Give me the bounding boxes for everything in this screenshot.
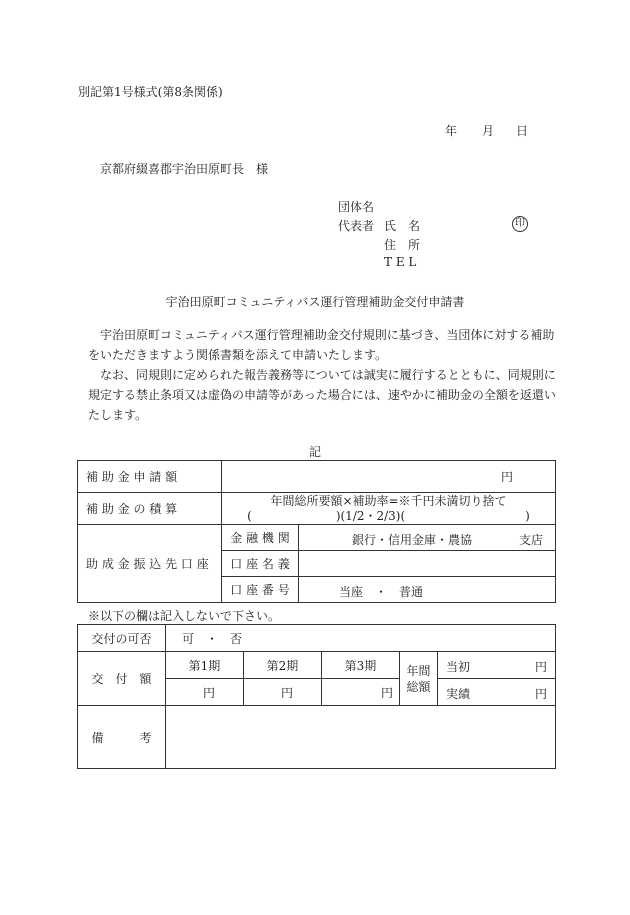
seal-mark: 印 [512,216,528,232]
name-label: 氏 名 [384,219,421,233]
actual-field[interactable] [438,679,556,706]
ki-heading: 記 [308,445,321,459]
date-month: 月 [482,124,495,138]
period2-unit: 円 [280,685,293,700]
calc-line2: ( )(1/2・2/3)( ) [247,508,530,523]
holder-label: 口 座 名 義 [222,551,299,577]
actual-unit: 円 [534,687,547,701]
initial-label: 当初 [446,660,471,674]
annual-total-line1: 年間 [406,663,431,678]
grant-label: 交 付 額 [78,652,166,706]
tel-label: T E L [384,255,417,269]
addressee: 京都府綴喜郡宇治田原町長 様 [100,162,269,176]
note: ※以下の欄は記入しないで下さい。 [88,609,281,623]
calc-label: 補 助 金 の 積 算 [78,493,222,525]
amount-unit: 円 [500,470,513,484]
number-field[interactable] [299,577,556,603]
initial-unit: 円 [534,660,547,674]
actual-label: 実績 [446,687,471,701]
period2-label: 第2期 [244,652,322,679]
approval-label: 交付の可否 [78,625,166,652]
amount-label: 補 助 金 申 請 額 [78,461,222,493]
date-day: 日 [516,124,529,138]
rep-label: 代表者 [338,219,375,233]
calc-formula: 年間総所要額×補助率=※千円未満切り捨て [270,493,507,508]
period1-label: 第1期 [166,652,244,679]
approval-options: 可 ・ 否 [166,625,556,652]
form-id: 別記第1号様式(第8条関係) [78,85,223,99]
annual-total-label [400,652,438,706]
body-line-1: 宇治田原町コミュニティバス運行管理補助金交付規則に基づき、当団体に対する補助 [88,328,555,342]
branch-label: 支店 [518,533,543,547]
remarks-label: 備 考 [78,706,166,769]
org-label: 団体名 [338,200,375,214]
period3-label: 第3期 [322,652,400,679]
account-label: 助 成 金 振 込 先 口 座 [78,525,222,603]
address-label: 住 所 [384,238,421,252]
bank-label: 金 融 機 関 [222,525,299,551]
body-line-4: 規定する禁止条項又は虚偽の申請等があった場合には、速やかに補助金の全額を返還い [88,388,556,402]
body-line-3: なお、同規則に定められた報告義務等については誠実に履行するとともに、同規則に [88,368,556,382]
initial-field[interactable] [438,652,556,679]
period1-unit: 円 [202,685,215,700]
amount-field[interactable] [222,461,556,493]
calc-field[interactable] [222,493,556,525]
document-title: 宇治田原町コミュニティバス運行管理補助金交付申請書 [165,295,465,309]
number-label: 口 座 番 号 [222,577,299,603]
body-line-5: たします。 [88,408,148,422]
application-table [77,460,556,603]
body-line-2: をいただきますよう関係書類を添えて申請いたします。 [88,348,388,362]
date-year: 年 [445,124,458,138]
remarks-field[interactable] [166,706,556,769]
office-use-table [77,624,556,769]
account-types: 当座 ・ 普通 [339,585,424,599]
bank-types: 銀行・信用金庫・農協 [352,533,473,547]
period2-amount[interactable] [244,679,322,706]
period3-amount[interactable] [322,679,400,706]
holder-field[interactable] [299,551,556,577]
period1-amount[interactable] [166,679,244,706]
period3-unit: 円 [380,685,393,700]
bank-field[interactable] [299,525,556,551]
annual-total-line2: 総額 [406,679,431,694]
